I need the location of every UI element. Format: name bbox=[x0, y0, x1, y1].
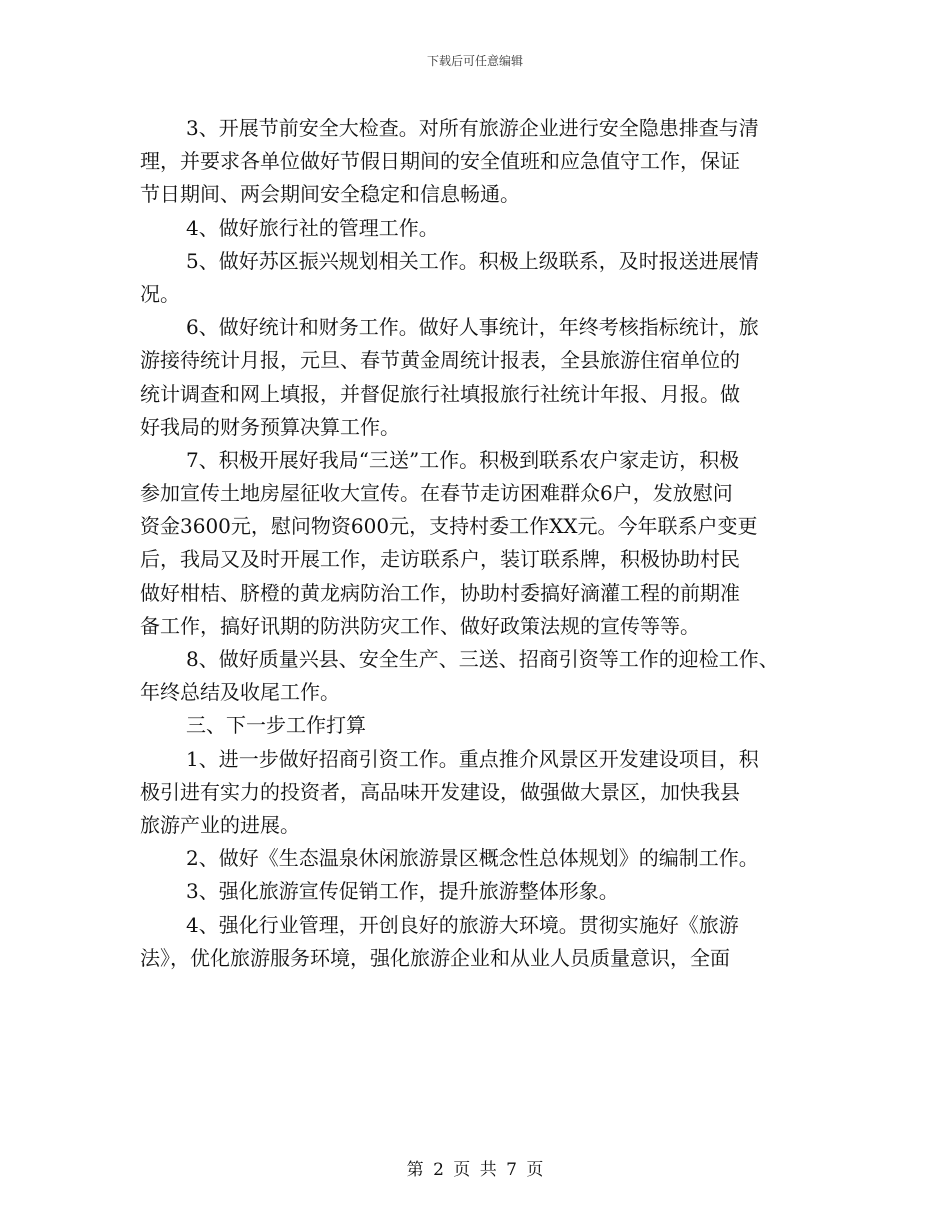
text-line: 极引进有实力的投资者，高品味开发建设，做强做大景区，加快我县 bbox=[140, 779, 740, 804]
text-line: 三、下一步工作打算 bbox=[186, 713, 366, 738]
text-line: 4、强化行业管理，开创良好的旅游大环境。贯彻实施好《旅游 bbox=[186, 912, 739, 937]
text-line: 好我局的财务预算决算工作。 bbox=[140, 414, 400, 439]
text-line: 资金3600元，慰问物资600元，支持村委工作XX元。今年联系户变更 bbox=[140, 514, 758, 539]
text-line: 3、开展节前安全大检查。对所有旅游企业进行安全隐患排查与清 bbox=[186, 116, 759, 140]
text-line: 况。 bbox=[140, 281, 180, 306]
text-line: 1、进一步做好招商引资工作。重点推介风景区开发建设项目，积 bbox=[186, 746, 759, 771]
text-line: 2、做好《生态温泉休闲旅游景区概念性总体规划》的编制工作。 bbox=[186, 846, 759, 871]
text-line: 做好柑桔、脐橙的黄龙病防治工作，协助村委搞好滴灌工程的前期准 bbox=[140, 580, 740, 605]
page-footer: 第 2 页 共 7 页 bbox=[406, 1160, 544, 1180]
text-line: 后，我局又及时开展工作，走访联系户，装订联系牌，积极协助村民 bbox=[140, 547, 740, 572]
text-line: 备工作，搞好讯期的防洪防灾工作、做好政策法规的宣传等等。 bbox=[140, 613, 700, 638]
text-line: 统计调查和网上填报，并督促旅行社填报旅行社统计年报、月报。做 bbox=[140, 381, 740, 406]
text-line: 节日期间、两会期间安全稳定和信息畅通。 bbox=[140, 182, 520, 207]
text-line: 年终总结及收尾工作。 bbox=[140, 680, 340, 705]
text-line: 4、做好旅行社的管理工作。 bbox=[186, 215, 439, 240]
text-line: 理，并要求各单位做好节假日期间的安全值班和应急值守工作，保证 bbox=[140, 149, 740, 174]
text-line: 8、做好质量兴县、安全生产、三送、招商引资等工作的迎检工作、 bbox=[186, 647, 779, 671]
text-line: 6、做好统计和财务工作。做好人事统计，年终考核指标统计，旅 bbox=[186, 315, 759, 340]
text-line: 7、积极开展好我局“三送”工作。积极到联系农户家走访，积极 bbox=[186, 447, 740, 472]
text-line: 游接待统计月报，元旦、春节黄金周统计报表，全县旅游住宿单位的 bbox=[140, 348, 740, 373]
text-line: 参加宣传土地房屋征收大宣传。在春节走访困难群众6户，发放慰问 bbox=[140, 481, 733, 506]
text-line: 5、做好苏区振兴规划相关工作。积极上级联系，及时报送进展情 bbox=[186, 248, 759, 273]
page-header: 下载后可任意编辑 bbox=[426, 54, 523, 68]
text-line: 法》，优化旅游服务环境，强化旅游企业和从业人员质量意识，全面 bbox=[140, 945, 730, 970]
text-line: 3、强化旅游宣传促销工作，提升旅游整体形象。 bbox=[186, 879, 619, 904]
text-line: 旅游产业的进展。 bbox=[140, 812, 300, 837]
document-body bbox=[140, 112, 820, 975]
